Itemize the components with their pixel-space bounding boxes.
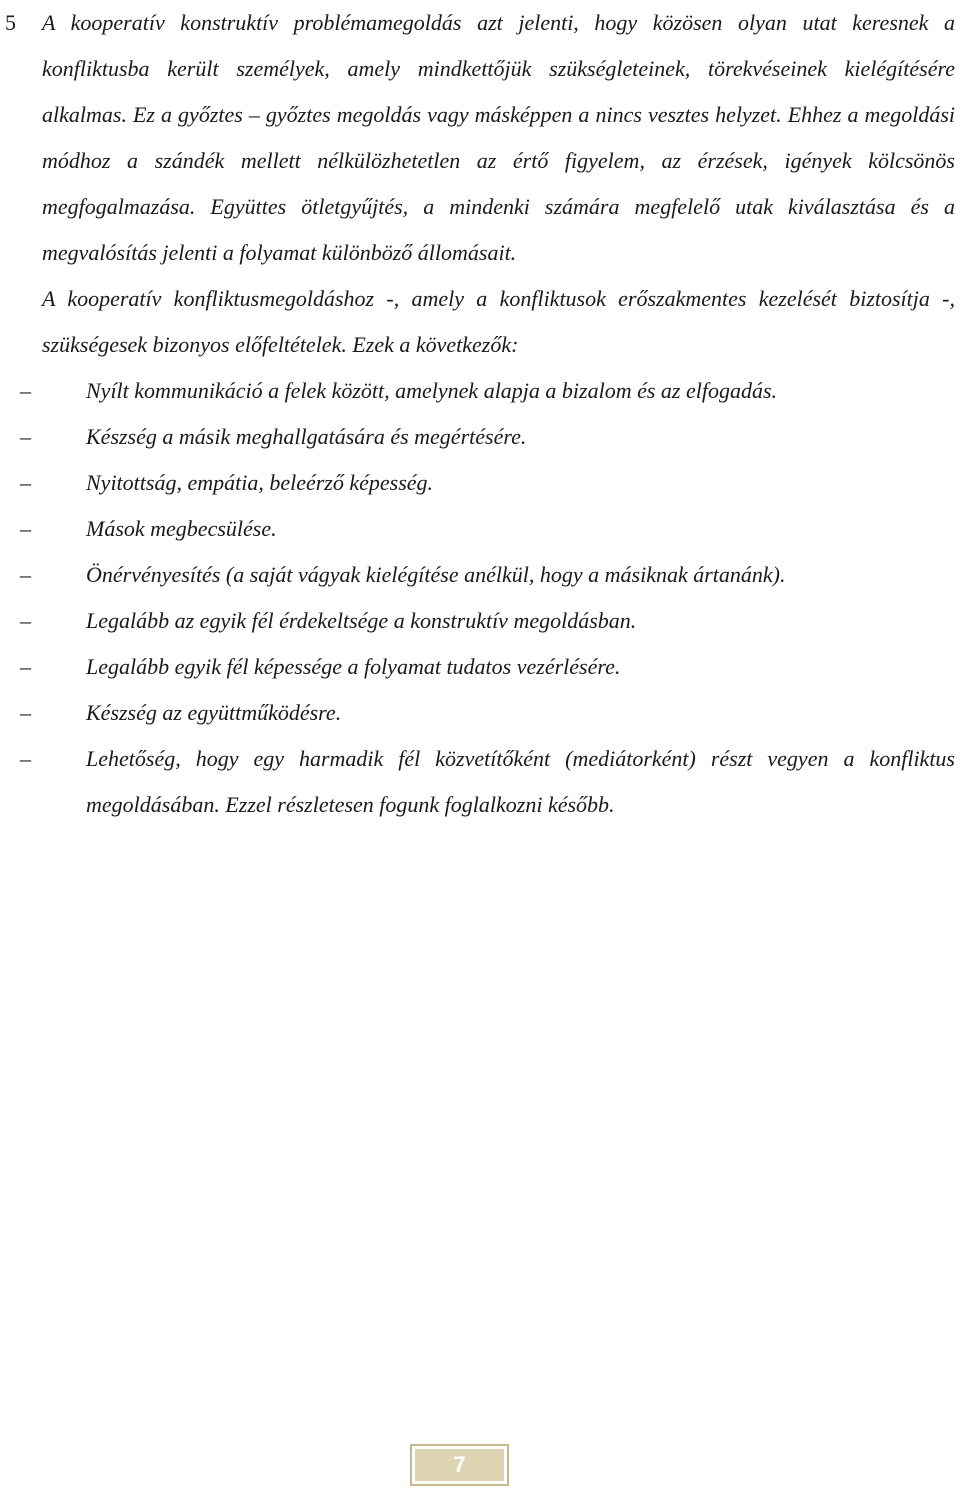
dash-bullet: – — [20, 470, 31, 495]
dash-bullet: – — [20, 608, 31, 633]
list-item-text: Legalább az egyik fél érdekeltsége a konstruktív megoldásban. — [86, 608, 637, 633]
list-item — [20, 598, 955, 644]
dash-bullet: – — [20, 700, 31, 725]
page-number: 7 — [415, 1449, 504, 1481]
list-item-text: Legalább egyik fél képessége a folyamat tudatos vezérlésére. — [86, 654, 621, 679]
list-item — [20, 414, 955, 460]
dash-bullet: – — [20, 654, 31, 679]
dash-bullet: – — [20, 746, 31, 771]
list-item-text: Készség a másik meghallgatására és megértésére. — [86, 424, 527, 449]
list-item-text: Önérvényesítés (a saját vágyak kielégítése anélkül, hogy a másiknak ártanánk). — [86, 562, 786, 587]
dash-bullet: – — [20, 378, 31, 403]
margin-line-number: 5 — [5, 10, 16, 35]
list-item — [20, 644, 955, 690]
list-item — [20, 368, 955, 414]
list-item-text: Lehetőség, hogy egy harmadik fél közvetítőként (mediátorként) részt vegyen a konfliktus megoldásában. Ezzel részletesen fogunk foglalkozni később. — [86, 746, 955, 817]
list-item — [20, 460, 955, 506]
list-item — [20, 736, 955, 828]
dash-bullet: – — [20, 516, 31, 541]
page-number-box — [410, 1444, 509, 1486]
list-item — [20, 690, 955, 736]
list-item — [20, 506, 955, 552]
list-item — [20, 552, 955, 598]
dash-bullet: – — [20, 562, 31, 587]
list-item-text: Nyílt kommunikáció a felek között, amelynek alapja a bizalom és az elfogadás. — [86, 378, 778, 403]
list-item-text: Mások megbecsülése. — [86, 516, 277, 541]
list-item-text: Készség az együttműködésre. — [86, 700, 342, 725]
dash-bullet: – — [20, 424, 31, 449]
paragraph: A kooperatív konstruktív problémamegoldás azt jelenti, hogy közösen olyan utat keresnek a konfliktusba került személyek, amely mindkettőjük szükségleteinek, törekvéseinek kielégítésére alkalmas. Ez a győztes – győztes megoldás vagy másképpen a nincs vesztes helyzet. Ehhez a megoldási módhoz a szándék mellett nélkülözhetetlen az értő figyelem, az érzések, igények kölcsönös megfogalmazása. Együttes ötletgyűjtés, a mindenki számára megfelelő utak kiválasztása és a megvalósítás jelenti a folyamat különböző állomásait. — [42, 10, 955, 265]
document-body — [20, 0, 955, 828]
list-item-text: Nyitottság, empátia, beleérző képesség. — [86, 470, 434, 495]
paragraph: A kooperatív konfliktusmegoldáshoz -, amely a konfliktusok erőszakmentes kezelését biztosítja -, szükségesek bizonyos előfeltételek. Ezek a következők: — [42, 286, 955, 357]
prerequisite-list — [20, 368, 955, 828]
